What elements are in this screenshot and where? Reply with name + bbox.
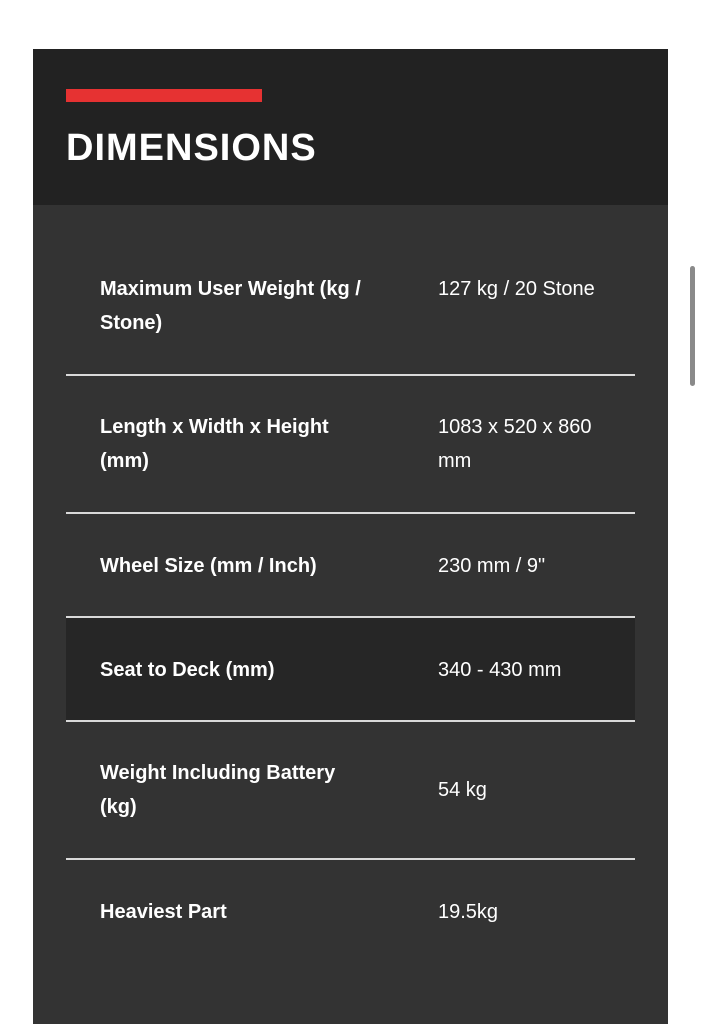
spec-value: 340 - 430 mm <box>438 659 562 681</box>
spec-label: Seat to Deck (mm) <box>100 659 275 681</box>
spec-row-weight-incl-battery <box>66 722 635 860</box>
section-title: DIMENSIONS <box>66 127 317 169</box>
spec-value: 1083 x 520 x 860 mm <box>438 416 592 472</box>
spec-row-max-user-weight <box>66 205 635 376</box>
spec-table <box>66 205 635 965</box>
spec-label: Heaviest Part <box>100 901 227 923</box>
dimensions-panel <box>33 49 668 1024</box>
spec-label: Wheel Size (mm / Inch) <box>100 555 317 577</box>
panel-header <box>33 49 668 205</box>
spec-value: 19.5kg <box>438 901 499 923</box>
accent-bar <box>66 89 262 102</box>
spec-label: Length x Width x Height (mm) <box>100 416 329 472</box>
spec-value: 54 kg <box>438 779 487 801</box>
spec-label: Weight Including Battery (kg) <box>100 762 336 818</box>
spec-row-seat-to-deck <box>66 618 635 722</box>
scrollbar[interactable] <box>690 266 695 386</box>
spec-row-wheel-size <box>66 514 635 618</box>
spec-value: 127 kg / 20 Stone <box>438 278 595 300</box>
spec-label: Maximum User Weight (kg / Stone) <box>100 278 361 334</box>
spec-row-heaviest-part <box>66 860 635 965</box>
spec-value: 230 mm / 9" <box>438 555 546 577</box>
spec-row-dimensions <box>66 376 635 514</box>
